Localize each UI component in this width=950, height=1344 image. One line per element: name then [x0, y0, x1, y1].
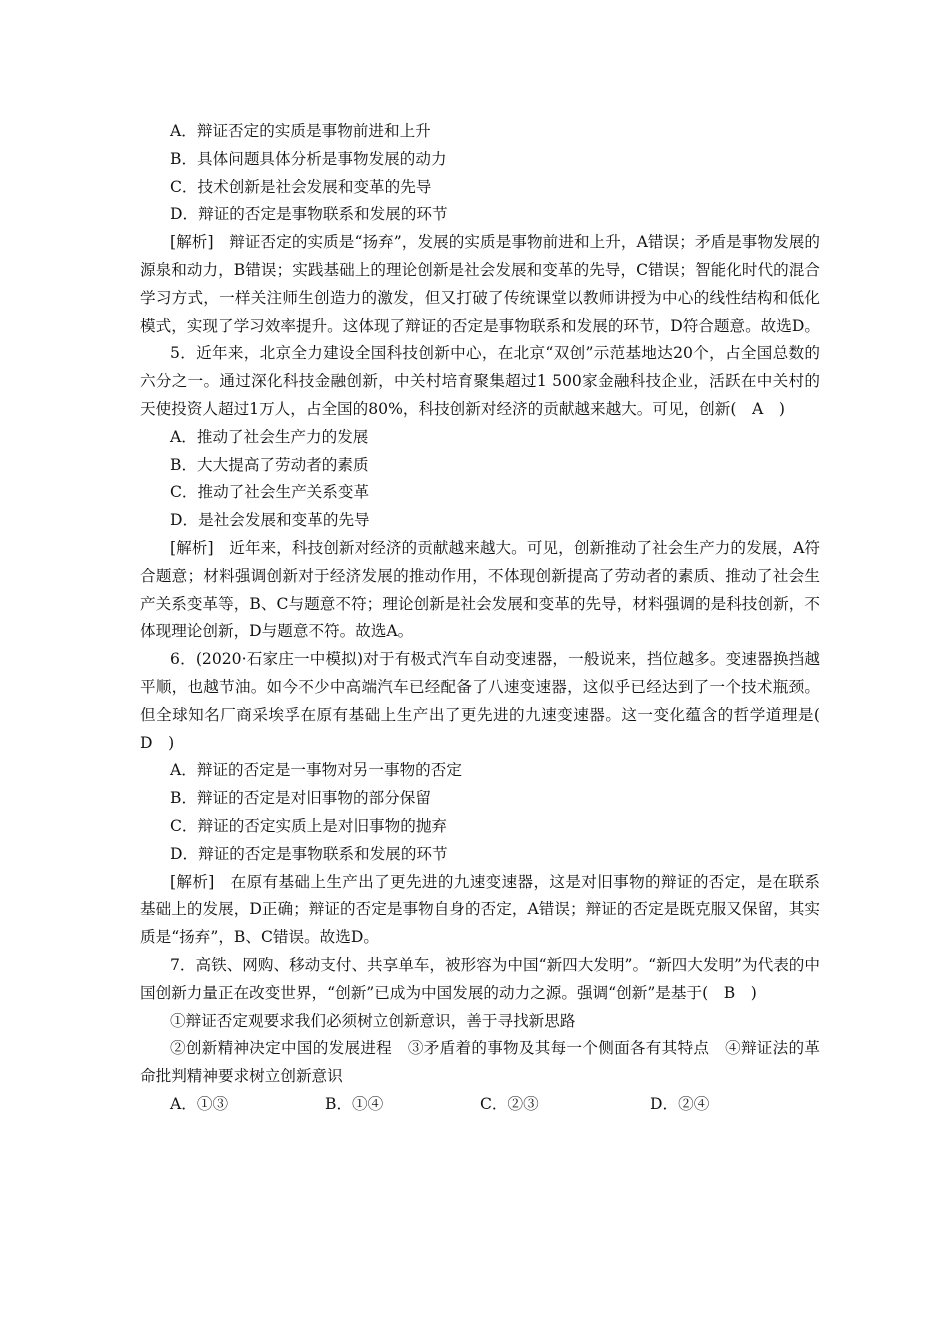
q7-choice-a: A．①③	[170, 1094, 229, 1113]
q7-choice-b: B．①④	[325, 1094, 384, 1113]
q7-item-1: ①辩证否定观要求我们必须树立创新意识，善于寻找新思路	[170, 1011, 576, 1030]
q6-option-d: D．辩证的否定是事物联系和发展的环节	[170, 844, 448, 863]
q4-option-a: A．辩证否定的实质是事物前进和上升	[170, 122, 431, 140]
q6-option-b: B．辩证的否定是对旧事物的部分保留	[170, 789, 431, 808]
document-content	[140, 118, 836, 1119]
q5-option-a: A．推动了社会生产力的发展	[170, 427, 369, 446]
q5-option-d: D．是社会发展和变革的先导	[170, 511, 370, 530]
q6-option-c: C．辩证的否定实质上是对旧事物的抛弃	[170, 816, 448, 835]
q4-option-d: D．辩证的否定是事物联系和发展的环节	[170, 205, 448, 224]
q4-analysis: [解析] 辩证否定的实质是“扬弃”，发展的实质是事物前进和上升，A错误；矛盾是事物发展的源泉和动力，B错误；实践基础上的理论创新是社会发展和变革的先导，C错误；智能化时代的混合学习方式，一样关注师生创造力的激发，但又打破了传统课堂以教师讲授为中心的线性结构和低化模式，实现了学习效率提升。这体现了辩证的否定是事物联系和发展的环节，D符合题意。故选D。	[140, 233, 820, 335]
q7-choice-c: C．②③	[480, 1094, 539, 1113]
q7-choice-d: D．②④	[650, 1094, 710, 1113]
q7-stem: 7．高铁、网购、移动支付、共享单车，被形容为中国“新四大发明”。“新四大发明”为代表的中国创新力量正在改变世界，“创新”已成为中国发展的动力之源。强调“创新”是基于( B )	[140, 955, 820, 1002]
q4-option-b: B．具体问题具体分析是事物发展的动力	[170, 149, 447, 168]
q7-items-2-4: ②创新精神决定中国的发展进程 ③矛盾着的事物及其每一个侧面各有其特点 ④辩证法的革命批判精神要求树立创新意识	[140, 1039, 820, 1086]
q5-option-c: C．推动了社会生产关系变革	[170, 483, 370, 502]
q6-option-a: A．辩证的否定是一事物对另一事物的否定	[170, 761, 462, 780]
q4-option-c: C．技术创新是社会发展和变革的先导	[170, 177, 432, 196]
q7-choices	[140, 1091, 820, 1119]
q6-stem: 6．(2020·石家庄一中模拟)对于有极式汽车自动变速器，一般说来，挡位越多。变速器换挡越平顺，也越节油。如今不少中高端汽车已经配备了八速变速器，这似乎已经达到了一个技术瓶颈。但全球知名厂商采埃孚在原有基础上生产出了更先进的九速变速器。这一变化蕴含的哲学道理是( D )	[140, 650, 836, 752]
q6-analysis: [解析] 在原有基础上生产出了更先进的九速变速器，这是对旧事物的辩证的否定，是在联系基础上的发展，D正确；辩证的否定是事物自身的否定，A错误；辩证的否定是既克服又保留，其实质是“扬弃”，B、C错误。故选D。	[140, 872, 820, 947]
q5-analysis: [解析] 近年来，科技创新对经济的贡献越来越大。可见，创新推动了社会生产力的发展，A符合题意；材料强调创新对于经济发展的推动作用，不体现创新提高了劳动者的素质、推动了社会生产关系变革等，B、C与题意不符；理论创新是社会发展和变革的先导，材料强调的是科技创新，不体现理论创新，D与题意不符。故选A。	[140, 538, 820, 641]
q5-option-b: B．大大提高了劳动者的素质	[170, 455, 369, 474]
q5-stem: 5．近年来，北京全力建设全国科技创新中心，在北京“双创”示范基地达20个，占全国总数的六分之一。通过深化科技金融创新，中关村培育聚集超过1 500家金融科技企业，活跃在中关村的天使投资人超过1万人，占全国的80%，科技创新对经济的贡献越来越大。可见，创新( A )	[140, 344, 820, 418]
